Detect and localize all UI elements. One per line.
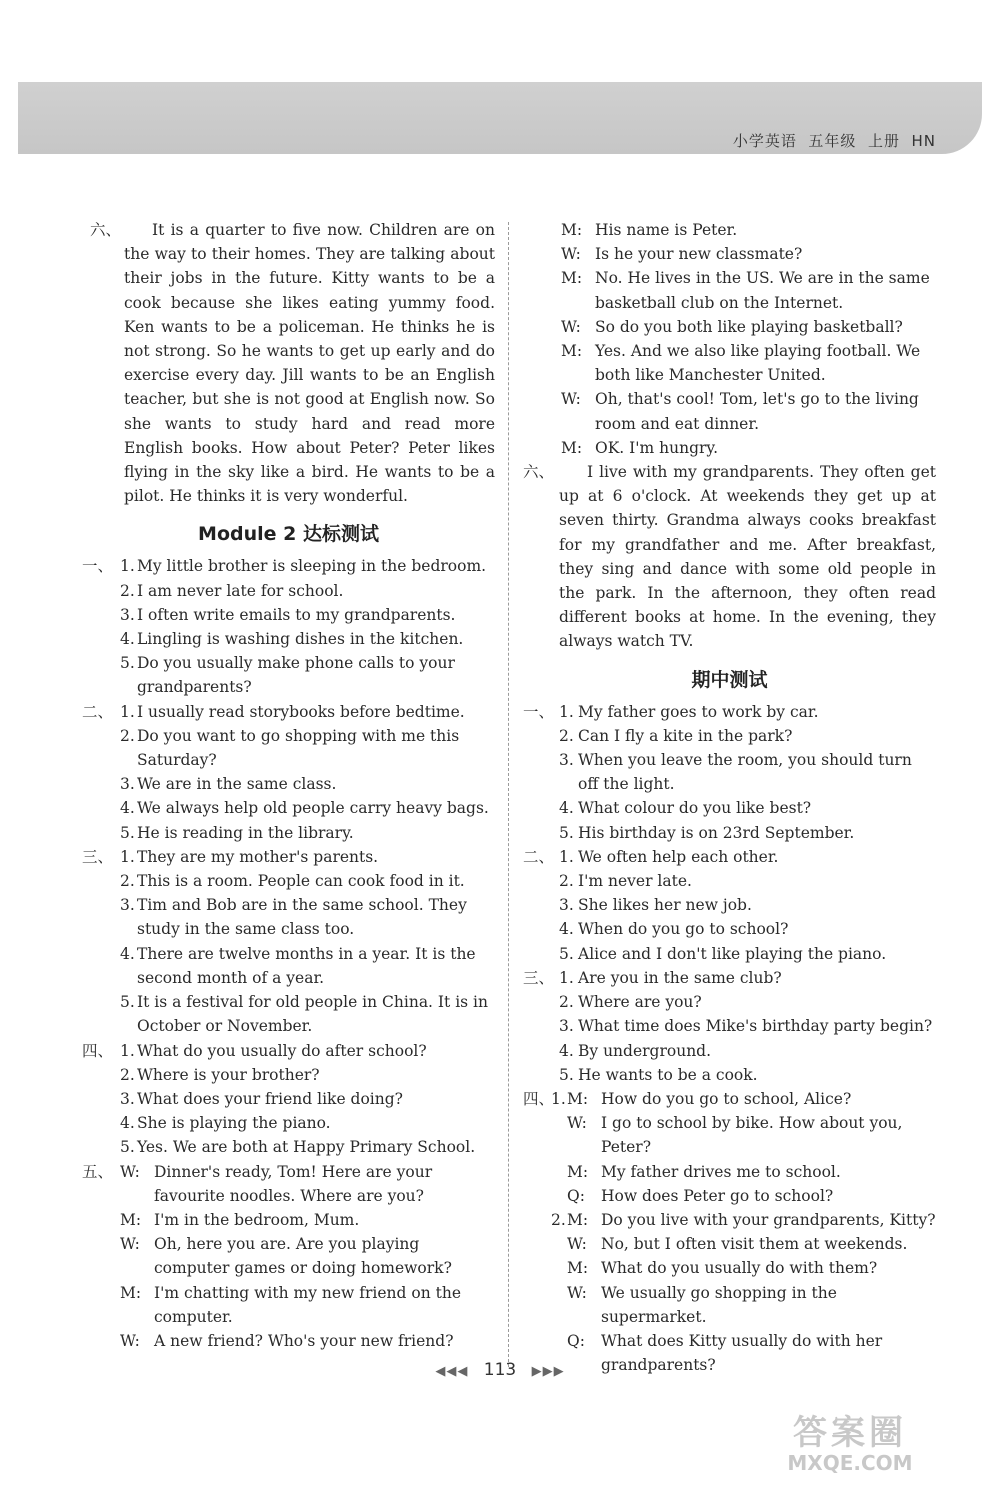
- section-six-passage: [82, 218, 495, 508]
- left-arrows-icon: ◀◀◀: [435, 1364, 469, 1379]
- list-item: 1. My little brother is sleeping in the bedroom.: [120, 557, 487, 576]
- list-item: 3. We are in the same class.: [120, 775, 337, 794]
- column-divider: [508, 222, 509, 1367]
- list-item: 2. Do you want to go shopping with me this Saturday?: [120, 726, 460, 770]
- dialogue-line: W: Is he your new classmate?: [561, 245, 803, 264]
- dialogue-line: Q: What does Kitty usually do with her grandparents?: [567, 1331, 883, 1375]
- mid-group-one: [523, 700, 936, 845]
- list-item: 5. Yes. We are both at Happy Primary School.: [120, 1138, 476, 1157]
- list-item: 4. By underground.: [559, 1041, 712, 1060]
- group-three: [82, 845, 495, 1039]
- dialogue-line: 2. M: Do you live with your grandparents, Kitty?: [551, 1210, 936, 1229]
- section-mark: 一、: [82, 557, 114, 576]
- passage-text: It is a quarter to five now. Children are on the way to their homes. They are talking about their jobs in the future. Kitty wants to be a cook because she likes eating yummy food. Ken wants to be a policeman. He thinks he is not strong. So he wants to get up early and do exercise every day. Jill wants to be an English teacher, but she is not good at English now. So she wants to study hard and read more English books. How about Peter? Peter likes flying in the sky like a bird. He wants to be a pilot. He thinks it is very wonderful.: [124, 221, 495, 506]
- book-title: 小学英语 五年级 上册 HN: [732, 132, 936, 150]
- module-title: Module 2 达标测试: [198, 523, 379, 546]
- section-mark: 五、: [82, 1162, 114, 1181]
- list-item: 5. He is reading in the library.: [120, 823, 354, 842]
- right-arrows-icon: ▶▶▶: [531, 1364, 565, 1379]
- section-mark: 四、: [82, 1041, 114, 1060]
- list-item: 5. Do you usually make phone calls to your grandparents?: [120, 654, 455, 697]
- dialogue-line: W: We usually go shopping in the supermarket.: [567, 1283, 837, 1326]
- section-mark: 三、: [82, 847, 114, 866]
- section-mark: 二、: [82, 702, 114, 721]
- dialogue-line: M: What do you usually do with them?: [567, 1259, 878, 1278]
- section-mark: 二、: [523, 847, 555, 866]
- dialogue-line: W: Oh, here you are. Are you playing computer games or doing homework?: [120, 1235, 452, 1278]
- list-item: 2. Where is your brother?: [120, 1065, 320, 1084]
- mid-group-three: [523, 966, 936, 1087]
- mid-group-four: [523, 1087, 936, 1377]
- dialogue-line: W: A new friend? Who's your new friend?: [120, 1331, 454, 1350]
- list-item: 3. What does your friend like doing?: [120, 1089, 403, 1108]
- section-mark: 四、: [523, 1089, 555, 1108]
- list-item: 5. His birthday is on 23rd September.: [559, 823, 855, 842]
- group-five-dialogue: [82, 1160, 495, 1354]
- list-item: 3. Tim and Bob are in the same school. They study in the same class too.: [120, 896, 467, 939]
- list-item: 4. Lingling is washing dishes in the kitchen.: [120, 630, 464, 649]
- dialogue-line: M: I'm in the bedroom, Mum.: [120, 1210, 360, 1229]
- dialogue-line: W: I go to school by bike. How about you, Peter?: [567, 1114, 903, 1157]
- dialogue-line: W: Oh, that's cool! Tom, let's go to the living room and eat dinner.: [561, 390, 919, 433]
- dialogue-line: M: I'm chatting with my new friend on the computer.: [120, 1283, 461, 1326]
- list-item: 2. Can I fly a kite in the park?: [559, 726, 793, 745]
- list-item: 5. He wants to be a cook.: [559, 1065, 758, 1084]
- dialogue-line: W: So do you both like playing basketball?: [561, 317, 903, 336]
- list-item: 4. She is playing the piano.: [120, 1114, 331, 1133]
- dialogue-line: W: Dinner's ready, Tom! Here are your favourite noodles. Where are you?: [120, 1162, 433, 1205]
- dialogue-line: M: No. He lives in the US. We are in the same basketball club on the Internet.: [561, 269, 930, 312]
- mid-group-two: [523, 845, 936, 966]
- list-item: 4. We always help old people carry heavy bags.: [120, 799, 489, 818]
- list-item: 3. When you leave the room, you should turn off the light.: [559, 751, 912, 794]
- list-item: 3. She likes her new job.: [559, 896, 752, 915]
- list-item: 5. It is a festival for old people in China. It is in October or November.: [120, 993, 488, 1036]
- list-item: 1. I usually read storybooks before bedtime.: [120, 702, 465, 721]
- list-item: 4. When do you go to school?: [559, 920, 789, 939]
- list-item: 1. My father goes to work by car.: [559, 702, 819, 721]
- group-four: [82, 1039, 495, 1160]
- dialogue-line: W: No, but I often visit them at weekends.: [567, 1235, 908, 1254]
- list-item: 1. We often help each other.: [559, 847, 779, 866]
- list-item: 1. Are you in the same club?: [559, 968, 782, 987]
- midterm-title: 期中测试: [691, 668, 768, 691]
- list-item: 2. Where are you?: [559, 993, 702, 1012]
- dialogue-line: M: His name is Peter.: [561, 221, 738, 239]
- list-item: 4. There are twelve months in a year. It is the second month of a year.: [120, 944, 476, 987]
- list-item: 1. They are my mother's parents.: [120, 847, 379, 866]
- section-mark: 六、: [523, 463, 555, 482]
- dialogue-line: Q: How does Peter go to school?: [567, 1186, 834, 1205]
- section-mark: 一、: [523, 702, 555, 721]
- section-six-passage: [523, 460, 936, 654]
- passage-text: I live with my grandparents. They often get up at 6 o'clock. At weekends they get up at seven thirty. Grandma always cooks breakfast for my grandfather and me. After breakfast, they sing and dance with some old people in the park. In the afternoon, they often read different books at home. In the evening, they always watch TV.: [559, 463, 936, 651]
- dialogue-line: M: OK. I'm hungry.: [561, 438, 719, 457]
- list-item: 1. What do you usually do after school?: [120, 1041, 427, 1060]
- right-column: [523, 218, 936, 1377]
- list-item: 2. This is a room. People can cook food in it.: [120, 872, 465, 891]
- list-item: 3. I often write emails to my grandparents.: [120, 605, 456, 624]
- list-item: 3. What time does Mike's birthday party begin?: [559, 1017, 933, 1036]
- page-footer: [0, 1360, 1000, 1380]
- dialogue-line: M: Yes. And we also like playing football. We both like Manchester United.: [561, 342, 921, 385]
- left-column: [82, 218, 495, 1353]
- section-mark: 六、: [90, 221, 122, 239]
- section-mark: 三、: [523, 968, 555, 987]
- dialogue-line: M: My father drives me to school.: [567, 1162, 841, 1181]
- group-two: [82, 700, 495, 845]
- group-one: [82, 554, 495, 699]
- list-item: 2. I'm never late.: [559, 872, 692, 891]
- dialogue-line: 1. M: How do you go to school, Alice?: [551, 1089, 852, 1108]
- list-item: 5. Alice and I don't like playing the piano.: [559, 944, 887, 963]
- watermark-logo: 答案圈 MXQE.COM: [787, 1413, 913, 1475]
- page-number: 113: [483, 1360, 517, 1380]
- list-item: 2. I am never late for school.: [120, 581, 344, 600]
- list-item: 4. What colour do you like best?: [559, 799, 812, 818]
- dialogue-continued: [523, 218, 936, 460]
